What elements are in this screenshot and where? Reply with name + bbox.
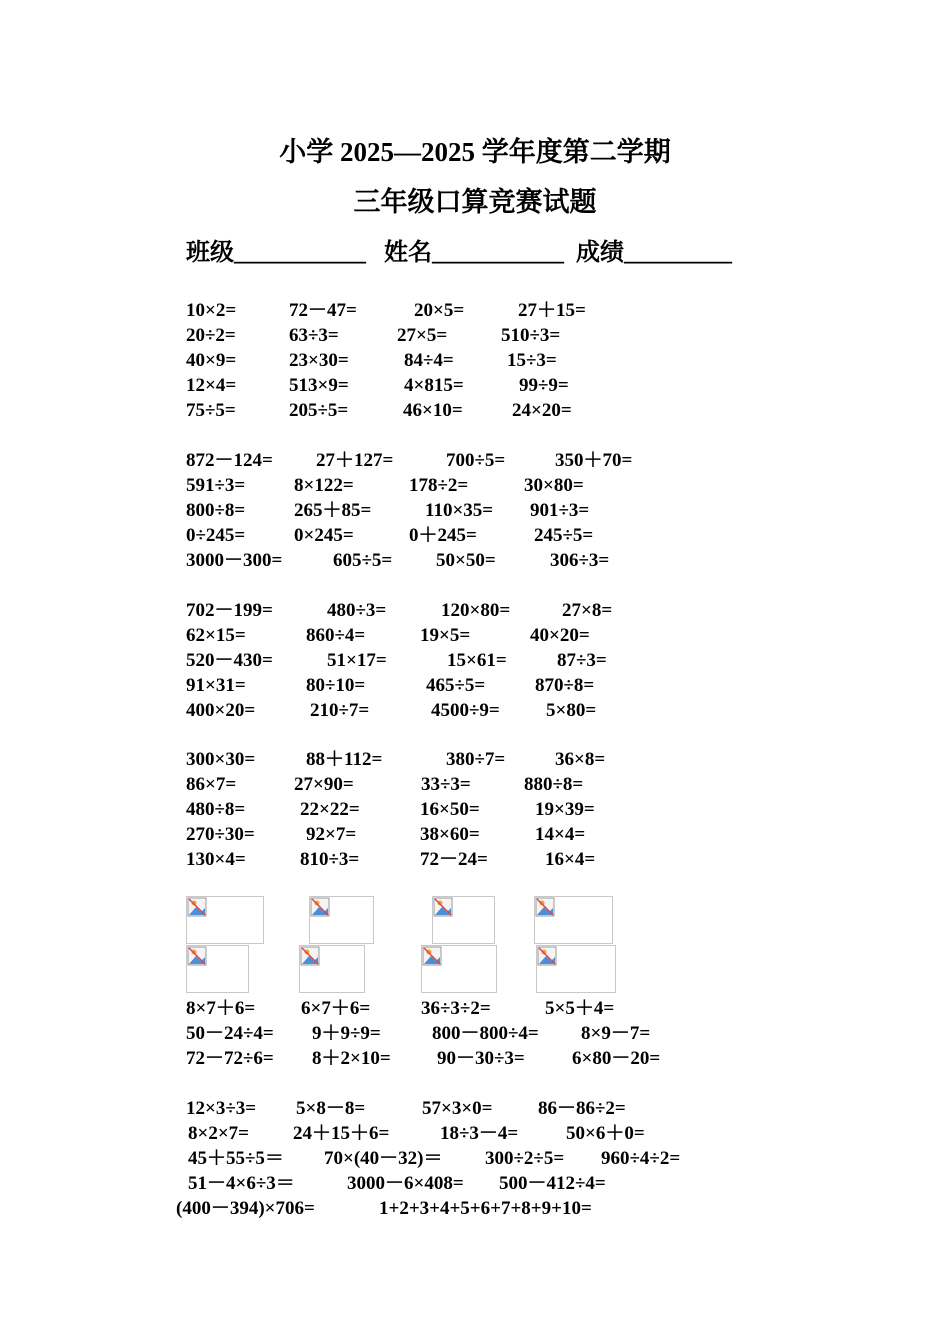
problem-item: 46×10= (403, 400, 463, 421)
problem-item: 6×7＋6= (301, 998, 371, 1019)
problem-item: 8×122= (294, 475, 354, 496)
broken-image-icon (300, 946, 322, 968)
problem-item: 38×60= (420, 824, 480, 845)
broken-image-placeholder (309, 896, 374, 944)
problem-item: 350＋70= (555, 450, 633, 471)
problem-item: 500－412÷4= (499, 1173, 606, 1194)
problem-item: 62×15= (186, 625, 246, 646)
page-subtitle: 三年级口算竞赛试题 (353, 187, 597, 217)
problem-item: 510÷3= (501, 325, 561, 346)
problem-item: 72－47= (289, 300, 357, 321)
problem-item: 0÷245= (186, 525, 246, 546)
broken-image-icon (187, 946, 209, 968)
problem-item: 27＋127= (316, 450, 394, 471)
broken-image-placeholder (534, 896, 613, 944)
broken-image-placeholder (421, 945, 497, 993)
problem-item: 92×7= (306, 824, 357, 845)
problem-item: 18÷3－4= (440, 1123, 519, 1144)
problem-item: 380÷7= (446, 749, 506, 770)
problem-item: 36×8= (555, 749, 606, 770)
problem-item: 520－430= (186, 650, 273, 671)
problem-item: 3000－6×408= (347, 1173, 464, 1194)
problem-item: 51－4×6÷3＝ (188, 1173, 295, 1194)
problem-item: 178÷2= (409, 475, 469, 496)
problem-item: 265＋85= (294, 500, 372, 521)
problem-item: 20×5= (414, 300, 465, 321)
problem-item: 605÷5= (333, 550, 393, 571)
problem-item: 4500÷9= (431, 700, 500, 721)
problem-item: 50×50= (436, 550, 496, 571)
problem-item: 210÷7= (310, 700, 370, 721)
problem-item: 99÷9= (519, 375, 569, 396)
problem-item: 8×2×7= (188, 1123, 249, 1144)
problem-item: 120×80= (441, 600, 511, 621)
problem-item: 87÷3= (557, 650, 607, 671)
problem-item: 15×61= (447, 650, 507, 671)
problem-item: 901÷3= (530, 500, 590, 521)
problem-item: 91×31= (186, 675, 246, 696)
problem-item: 300÷2÷5= (485, 1148, 565, 1169)
problem-item: 45＋55÷5＝ (188, 1148, 284, 1169)
problem-item: 75÷5= (186, 400, 236, 421)
problem-item: 15÷3= (507, 350, 557, 371)
problem-item: (400－394)×706= (176, 1198, 315, 1219)
problem-item: 400×20= (186, 700, 256, 721)
problem-item: 27×5= (397, 325, 448, 346)
problem-item: 591÷3= (186, 475, 246, 496)
problem-item: 12×3÷3= (186, 1098, 257, 1119)
problem-item: 70×(40－32)＝ (324, 1148, 443, 1169)
problem-item: 14×4= (535, 824, 586, 845)
problem-item: 480÷8= (186, 799, 246, 820)
problem-item: 27×90= (294, 774, 354, 795)
problem-item: 880÷8= (524, 774, 584, 795)
problem-item: 24×20= (512, 400, 572, 421)
problem-item: 12×4= (186, 375, 237, 396)
problem-item: 0×245= (294, 525, 354, 546)
problem-item: 40×9= (186, 350, 237, 371)
problem-item: 870÷8= (535, 675, 595, 696)
problem-item: 8×7＋6= (186, 998, 256, 1019)
problem-item: 306÷3= (550, 550, 610, 571)
problem-item: 51×17= (327, 650, 387, 671)
problem-item: 6×80－20= (572, 1048, 661, 1069)
problem-item: 960÷4÷2= (601, 1148, 681, 1169)
broken-image-icon (310, 897, 332, 919)
problem-item: 270÷30= (186, 824, 255, 845)
broken-image-placeholder (186, 945, 249, 993)
problem-item: 27×8= (562, 600, 613, 621)
problem-item: 50－24÷4= (186, 1023, 274, 1044)
problem-item: 16×50= (420, 799, 480, 820)
problem-item: 700÷5= (446, 450, 506, 471)
problem-item: 5×5＋4= (545, 998, 615, 1019)
broken-image-placeholder (186, 896, 264, 944)
problem-item: 8×9－7= (581, 1023, 651, 1044)
problem-item: 86－86÷2= (538, 1098, 626, 1119)
problem-item: 9＋9÷9= (312, 1023, 381, 1044)
problem-item: 810÷3= (300, 849, 360, 870)
problem-item: 800÷8= (186, 500, 246, 521)
problem-item: 702－199= (186, 600, 273, 621)
problem-item: 872－124= (186, 450, 273, 471)
problem-item: 72－24= (420, 849, 488, 870)
broken-image-placeholder (432, 896, 495, 944)
problem-item: 24＋15＋6= (293, 1123, 390, 1144)
problem-item: 8＋2×10= (312, 1048, 391, 1069)
problem-item: 33÷3= (421, 774, 471, 795)
student-info-line: 班级___________ 姓名___________ 成绩_________ (186, 240, 732, 266)
problem-item: 513×9= (289, 375, 349, 396)
problem-item: 205÷5= (289, 400, 349, 421)
problem-item: 4×815= (404, 375, 464, 396)
problem-item: 90－30÷3= (437, 1048, 525, 1069)
problem-item: 300×30= (186, 749, 256, 770)
broken-image-icon (535, 897, 557, 919)
problem-item: 80÷10= (306, 675, 366, 696)
problem-item: 63÷3= (289, 325, 339, 346)
problem-item: 110×35= (425, 500, 494, 521)
broken-image-icon (433, 897, 455, 919)
problem-item: 27＋15= (518, 300, 586, 321)
problem-item: 860÷4= (306, 625, 366, 646)
problem-item: 20÷2= (186, 325, 236, 346)
broken-image-icon (187, 897, 209, 919)
problem-item: 19×5= (420, 625, 471, 646)
problem-item: 16×4= (545, 849, 596, 870)
broken-image-icon (422, 946, 444, 968)
problem-item: 19×39= (535, 799, 595, 820)
problem-item: 0＋245= (409, 525, 477, 546)
problem-item: 480÷3= (327, 600, 387, 621)
problem-item: 5×80= (546, 700, 597, 721)
problem-item: 23×30= (289, 350, 349, 371)
problem-item: 3000－300= (186, 550, 283, 571)
problem-item: 5×8－8= (296, 1098, 366, 1119)
problem-item: 57×3×0= (422, 1098, 493, 1119)
problem-item: 84÷4= (404, 350, 454, 371)
problem-item: 130×4= (186, 849, 246, 870)
problem-item: 86×7= (186, 774, 237, 795)
page-title: 小学 2025—2025 学年度第二学期 (279, 137, 671, 167)
problem-item: 88＋112= (306, 749, 383, 770)
problem-item: 36÷3÷2= (421, 998, 491, 1019)
broken-image-placeholder (536, 945, 616, 993)
problem-item: 30×80= (524, 475, 584, 496)
problem-item: 72－72÷6= (186, 1048, 274, 1069)
broken-image-placeholder (299, 945, 365, 993)
problem-item: 22×22= (300, 799, 360, 820)
problem-item: 50×6＋0= (566, 1123, 645, 1144)
problem-item: 1+2+3+4+5+6+7+8+9+10= (379, 1198, 592, 1219)
problem-item: 800－800÷4= (432, 1023, 539, 1044)
problem-item: 10×2= (186, 300, 237, 321)
problem-item: 40×20= (530, 625, 590, 646)
problem-item: 465÷5= (426, 675, 486, 696)
broken-image-icon (537, 946, 559, 968)
problem-item: 245÷5= (534, 525, 594, 546)
